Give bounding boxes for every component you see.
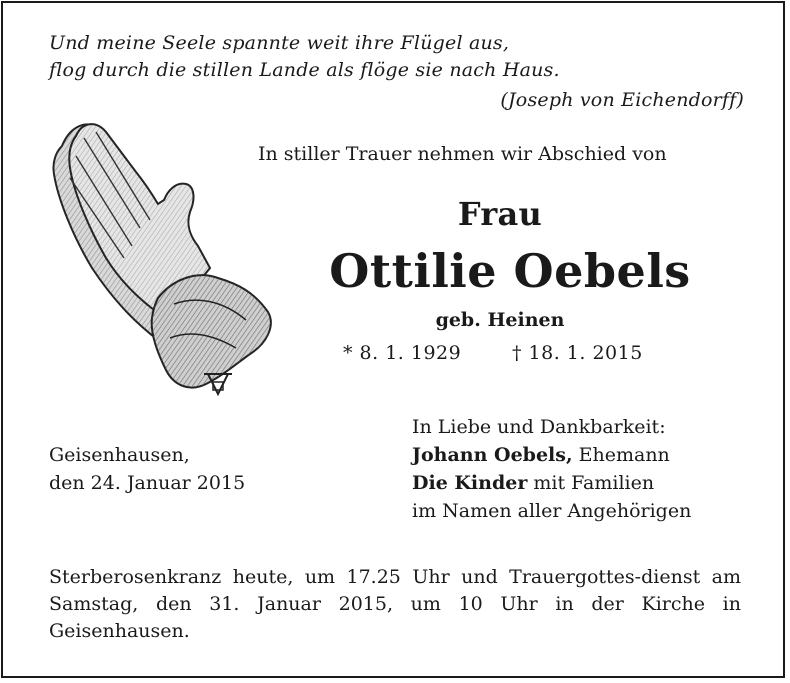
date: den 24. Januar 2015 [49, 472, 246, 494]
signatory-children-role: mit Familien [527, 472, 655, 494]
signatory-children-name: Die Kinder [412, 472, 528, 494]
poem-line-2: flog durch die stillen Lande als flöge sie nach Haus. [49, 59, 560, 81]
signatory-husband-name: Johann Oebels, [412, 444, 573, 466]
poem-line-1: Und meine Seele spannte weit ihre Flügel aus, [49, 32, 510, 54]
signatories-intro: In Liebe und Dankbarkeit: [412, 416, 666, 438]
signatory-husband [412, 441, 670, 469]
service-notice: Sterberosenkranz heute, um 17.25 Uhr und Trauergottes-dienst am Samstag, den 31. Januar 2015, um 10 Uhr in der Kirche in Geisenhausen. [49, 566, 741, 642]
place: Geisenhausen, [49, 444, 190, 466]
signatory-husband-role: Ehemann [572, 444, 670, 466]
intro-text: In stiller Trauer nehmen wir Abschied von [258, 143, 667, 165]
maiden-name: geb. Heinen [435, 309, 565, 331]
deceased-name: Ottilie Oebels [329, 244, 691, 298]
poem-author: (Joseph von Eichendorff) [500, 89, 744, 111]
salutation: Frau [457, 195, 543, 233]
signatory-children [412, 469, 654, 497]
signatory-others: im Namen aller Angehörigen [412, 500, 692, 522]
death-date: † 18. 1. 2015 [512, 342, 643, 364]
praying-hands-icon [40, 108, 288, 408]
birth-date: * 8. 1. 1929 [343, 342, 462, 364]
